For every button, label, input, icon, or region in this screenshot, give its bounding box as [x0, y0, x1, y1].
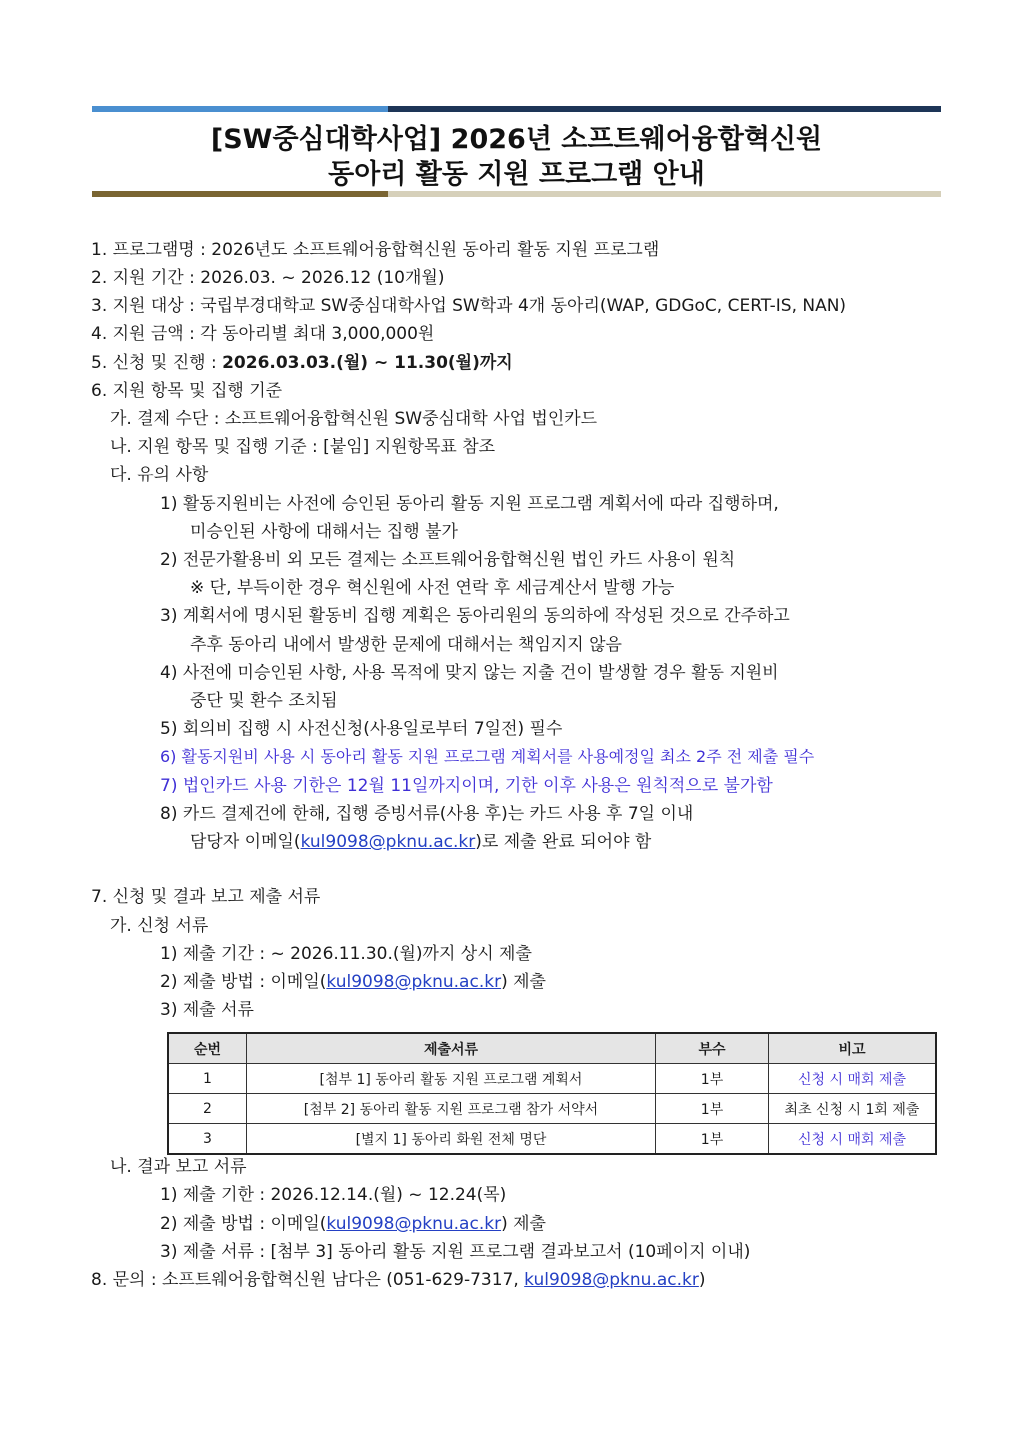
- contact-prefix: 8. 문의 : 소프트웨어융합혁신원 남다은 (051-629-7317,: [91, 1270, 525, 1290]
- email-link[interactable]: kul9098@pknu.ac.kr: [326, 1214, 502, 1234]
- note-2-line2: ※ 단, 부득이한 경우 혁신원에 사전 연락 후 세금계산서 발행 가능: [190, 578, 675, 598]
- report-docs: 3) 제출 서류 : [첨부 3] 동아리 활동 지원 프로그램 결과보고서 (10페이지 이내): [160, 1242, 751, 1262]
- app-submission-period: 1) 제출 기간 : ~ 2026.11.30.(월)까지 상시 제출: [160, 944, 532, 964]
- documents-table: [167, 1032, 937, 1155]
- table-cell: 신청 시 매회 제출: [769, 1064, 937, 1094]
- app-method-suffix: ) 제출: [501, 972, 546, 992]
- note-8-line1: 8) 카드 결제건에 한해, 집행 증빙서류(사용 후)는 카드 사용 후 7일 이내: [160, 804, 694, 824]
- app-method-prefix: 2) 제출 방법 : 이메일(: [160, 972, 327, 992]
- sub-criteria-reference: 나. 지원 항목 및 집행 기준 : [붙임] 지원항목표 참조: [110, 437, 496, 457]
- note-5: 5) 회의비 집행 시 사전신청(사용일로부터 7일전) 필수: [160, 719, 563, 739]
- sub-report-docs: 나. 결과 보고 서류: [110, 1157, 247, 1177]
- item-support-amount-text: 4. 지원 금액 : 각 동아리별 최대 3,000,000원: [91, 324, 435, 344]
- note-1-line1: 1) 활동지원비는 사전에 승인된 동아리 활동 지원 프로그램 계획서에 따라 집행하며,: [160, 494, 779, 514]
- table-cell: 1부: [656, 1124, 769, 1155]
- table-cell: [첨부 1] 동아리 활동 지원 프로그램 계획서: [247, 1064, 656, 1094]
- column-header: 비고: [769, 1033, 937, 1064]
- note-2-line1: 2) 전문가활용비 외 모든 결제는 소프트웨어융합혁신원 법인 카드 사용이 원칙: [160, 550, 736, 570]
- column-header: 순번: [168, 1033, 247, 1064]
- report-deadline: 1) 제출 기한 : 2026.12.14.(월) ~ 12.24(목): [160, 1185, 507, 1205]
- note-7: 7) 법인카드 사용 기한은 12월 11일까지이며, 기한 이후 사용은 원칙적으로 불가함: [160, 776, 773, 796]
- email-link[interactable]: kul9098@pknu.ac.kr: [300, 832, 476, 852]
- table-cell: 3: [168, 1124, 247, 1155]
- report-method: [160, 1213, 546, 1235]
- item-support-target: 3. 지원 대상 : 국립부경대학교 SW중심대학사업 SW학과 4개 동아리(WAP, GDGoC, CERT-IS, NAN): [91, 296, 847, 316]
- table-cell: 2: [168, 1094, 247, 1124]
- table-cell: 신청 시 매회 제출: [769, 1124, 937, 1155]
- item-application-dates: 2026.03.03.(월) ~ 11.30(월)까지: [222, 353, 513, 373]
- item-support-amount: [91, 323, 434, 345]
- item-support-period: 2. 지원 기간 : 2026.03. ~ 2026.12 (10개월): [91, 268, 445, 288]
- note-4-line2: 중단 및 환수 조치됨: [190, 691, 338, 711]
- note-8-suffix: )로 제출 완료 되어야 함: [475, 832, 652, 852]
- note-3-line1: 3) 계획서에 명시된 활동비 집행 계획은 동아리원의 동의하에 작성된 것으로 간주하고: [160, 606, 790, 626]
- table-row: [168, 1064, 936, 1094]
- item-criteria-heading: 6. 지원 항목 및 집행 기준: [91, 381, 283, 401]
- table-row: [168, 1094, 936, 1124]
- table-cell: [별지 1] 동아리 화원 전체 명단: [247, 1124, 656, 1155]
- report-method-prefix: 2) 제출 방법 : 이메일(: [160, 1214, 327, 1234]
- header-rule-top-right: [388, 106, 941, 112]
- sub-notes-heading: 다. 유의 사항: [110, 465, 209, 485]
- item-application-label: 5. 신청 및 진행 :: [91, 353, 223, 373]
- note-3-line2: 추후 동아리 내에서 발생한 문제에 대해서는 책임지지 않음: [190, 635, 622, 655]
- table-cell: 1: [168, 1064, 247, 1094]
- note-4-line1: 4) 사전에 미승인된 사항, 사용 목적에 맞지 않는 지출 건이 발생할 경우 활동 지원비: [160, 663, 779, 683]
- note-1-line2: 미승인된 사항에 대해서는 집행 불가: [190, 522, 458, 542]
- item-program-name: 1. 프로그램명 : 2026년도 소프트웨어융합혁신원 동아리 활동 지원 프로그램: [91, 240, 660, 260]
- table-cell: 1부: [656, 1094, 769, 1124]
- header-rule-top-left: [92, 106, 388, 112]
- item-contact: [91, 1269, 706, 1291]
- sub-application-docs: 가. 신청 서류: [110, 916, 209, 936]
- table-header-row: [168, 1033, 936, 1064]
- email-link[interactable]: kul9098@pknu.ac.kr: [524, 1270, 699, 1290]
- page-title-line2: 동아리 활동 지원 프로그램 안내: [328, 159, 705, 190]
- app-submission-docs: 3) 제출 서류: [160, 1000, 254, 1020]
- table-cell: [첨부 2] 동아리 활동 지원 프로그램 참가 서약서: [247, 1094, 656, 1124]
- note-8-line2: [190, 831, 651, 853]
- note-8-prefix: 담당자 이메일(: [190, 832, 301, 852]
- header-rule-bottom-right: [388, 191, 941, 197]
- note-6: 6) 활동지원비 사용 시 동아리 활동 지원 프로그램 계획서를 사용예정일 최소 2주 전 제출 필수: [160, 747, 815, 766]
- page-title-line1: [SW중심대학사업] 2026년 소프트웨어융합혁신원: [210, 124, 823, 155]
- column-header: 제출서류: [247, 1033, 656, 1064]
- app-submission-method: [160, 971, 546, 993]
- table-cell: 최초 신청 시 1회 제출: [769, 1094, 937, 1124]
- item-documents-heading: 7. 신청 및 결과 보고 제출 서류: [91, 887, 321, 907]
- column-header: 부수: [656, 1033, 769, 1064]
- sub-payment-method: 가. 결제 수단 : 소프트웨어융합혁신원 SW중심대학 사업 법인카드: [110, 409, 598, 429]
- contact-suffix: ): [698, 1270, 706, 1290]
- email-link[interactable]: kul9098@pknu.ac.kr: [326, 972, 502, 992]
- table-row: [168, 1124, 936, 1155]
- table-cell: 1부: [656, 1064, 769, 1094]
- item-application-period: [91, 352, 513, 374]
- report-method-suffix: ) 제출: [501, 1214, 546, 1234]
- header-rule-bottom-left: [92, 191, 388, 197]
